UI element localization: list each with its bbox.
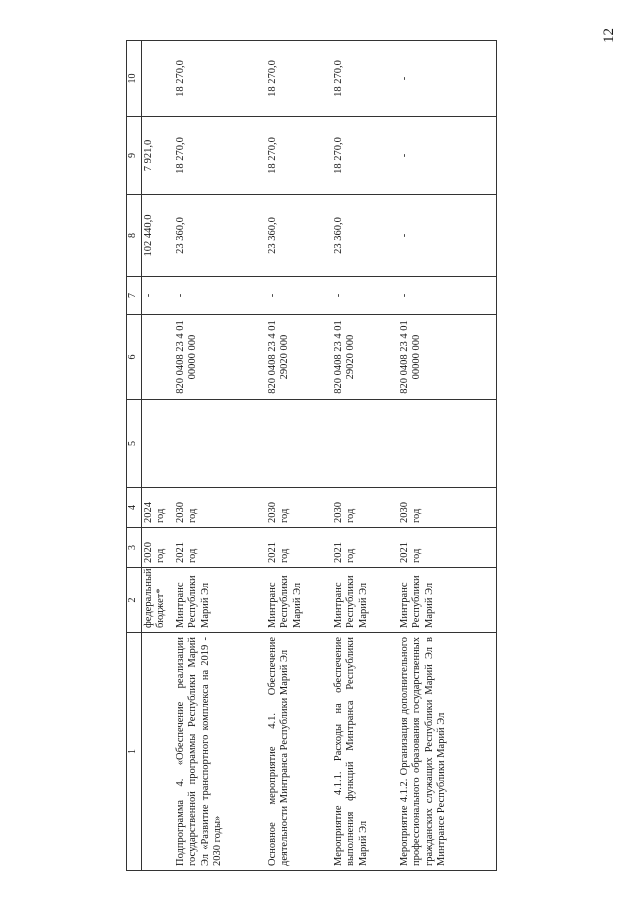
cell-start: 2021 год	[398, 528, 497, 568]
cell-col9: 18 270,0	[332, 117, 398, 195]
cell-end: 2030 год	[398, 488, 497, 528]
col-header-8: 8	[127, 195, 142, 277]
cell-col10	[142, 41, 175, 117]
cell-col9: 18 270,0	[266, 117, 332, 195]
cell-end: 2030 год	[174, 488, 266, 528]
cell-col7: -	[142, 277, 175, 315]
cell-start: 2021 год	[332, 528, 398, 568]
cell-col5	[174, 400, 266, 488]
cell-col10: 18 270,0	[332, 41, 398, 117]
cell-col7: -	[266, 277, 332, 315]
cell-col9: 18 270,0	[174, 117, 266, 195]
cell-code	[142, 315, 175, 400]
header-row	[127, 41, 142, 871]
cell-executor: федеральный бюджет*	[142, 568, 175, 633]
cell-code: 820 0408 23 4 01 29020 000	[332, 315, 398, 400]
table-row	[142, 41, 175, 871]
col-header-3: 3	[127, 528, 142, 568]
col-header-6: 6	[127, 315, 142, 400]
cell-col5	[398, 400, 497, 488]
table-row	[398, 41, 497, 871]
col-header-5: 5	[127, 400, 142, 488]
cell-col7: -	[174, 277, 266, 315]
cell-end: 2024 год	[142, 488, 175, 528]
cell-name: Мероприятие 4.1.2. Организация дополнительного профессионального образования государственных гражданских служащих Республики Марий Эл в Минтрансе Республики Марий Эл	[398, 633, 497, 871]
cell-col8: 102 440,0	[142, 195, 175, 277]
table-row	[174, 41, 266, 871]
cell-col10: 18 270,0	[266, 41, 332, 117]
cell-name: Мероприятие 4.1.1. Расходы на обеспечение выполнения функций Минтранса Республики Марий Эл	[332, 633, 398, 871]
cell-col7: -	[398, 277, 497, 315]
cell-col9: 7 921,0	[142, 117, 175, 195]
table-row	[332, 41, 398, 871]
col-header-2: 2	[127, 568, 142, 633]
col-header-1: 1	[127, 633, 142, 871]
cell-executor: Минтранс Республики Марий Эл	[332, 568, 398, 633]
col-header-7: 7	[127, 277, 142, 315]
cell-col10: 18 270,0	[174, 41, 266, 117]
cell-executor: Минтранс Республики Марий Эл	[398, 568, 497, 633]
program-table	[126, 40, 497, 871]
cell-col8: 23 360,0	[332, 195, 398, 277]
rotated-table-container	[126, 41, 566, 871]
cell-start: 2021 год	[174, 528, 266, 568]
cell-code: 820 0408 23 4 01 00000 000	[174, 315, 266, 400]
col-header-10: 10	[127, 41, 142, 117]
cell-executor: Минтранс Республики Марий Эл	[174, 568, 266, 633]
cell-col8: 23 360,0	[174, 195, 266, 277]
cell-executor: Минтранс Республики Марий Эл	[266, 568, 332, 633]
col-header-4: 4	[127, 488, 142, 528]
cell-col8: -	[398, 195, 497, 277]
cell-name: Основное мероприятие 4.1. Обеспечение деятельности Минтранса Республики Марий Эл	[266, 633, 332, 871]
cell-code: 820 0408 23 4 01 29020 000	[266, 315, 332, 400]
cell-col8: 23 360,0	[266, 195, 332, 277]
col-header-9: 9	[127, 117, 142, 195]
cell-name: Подпрограмма 4. «Обеспечение реализации государственной программы Республики Марий Эл «Развитие транспортного комплекса на 2019 - 2030 годы»	[174, 633, 266, 871]
table-row	[266, 41, 332, 871]
cell-col5	[332, 400, 398, 488]
cell-name	[142, 633, 175, 871]
cell-col7: -	[332, 277, 398, 315]
cell-start: 2020 год	[142, 528, 175, 568]
cell-col5	[266, 400, 332, 488]
cell-end: 2030 год	[332, 488, 398, 528]
cell-end: 2030 год	[266, 488, 332, 528]
cell-col9: -	[398, 117, 497, 195]
page-number: 12	[601, 28, 617, 43]
cell-col5	[142, 400, 175, 488]
cell-col10: -	[398, 41, 497, 117]
cell-code: 820 0408 23 4 01 00000 000	[398, 315, 497, 400]
cell-start: 2021 год	[266, 528, 332, 568]
